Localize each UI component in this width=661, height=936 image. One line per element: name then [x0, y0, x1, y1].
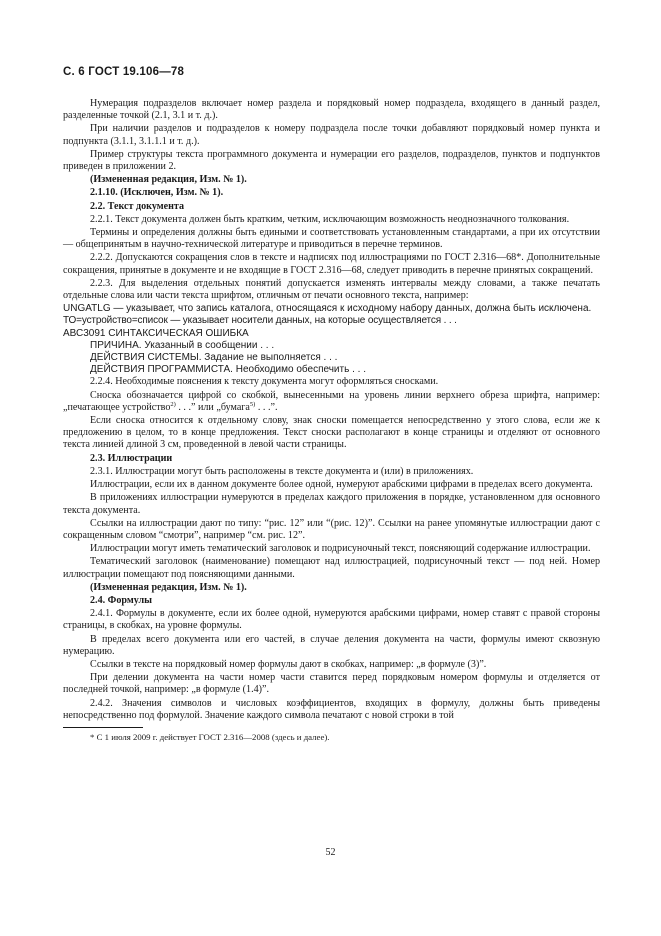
paragraph: Ссылки в тексте на порядковый номер формулы дают в скобках, например: „в формуле (3)”.: [90, 658, 487, 670]
paragraph: 2.2.1. Текст документа должен быть кратким, четким, исключающим возможность неоднозначного толкования.: [90, 213, 570, 225]
paragraph: Термины и определения должны быть едиными и соответствовать установленным стандартами, а при их отсутствии — общепринятым в научно-технической литературе и приводиться в перечне терминов.: [63, 227, 600, 251]
section-heading-illustrations: 2.3. Иллюстрации: [90, 452, 173, 464]
example-line: ДЕЙСТВИЯ ПРОГРАММИСТА. Необходимо обеспечить . . .: [90, 364, 366, 376]
paragraph: Пример структуры текста программного документа и нумерации его разделов, подразделов, пунктов и подпунктов приведен в приложении 2.: [63, 148, 600, 173]
paragraph: Если сноска относится к отдельному слову, знак сноски помещается непосредственно у этого слова, если же к предложению в целом, то в конце предложения. Текст сноски располагают в конце страницы и отделяют от основного текста линией длиной 3 см, проведенной в левой части страницы.: [63, 415, 600, 451]
paragraph: При наличии разделов и подразделов к номеру подраздела после точки добавляют порядковый номер пункта и подпункта (3.1.1, 3.1.1.1 и т. д.).: [63, 123, 600, 147]
page-number: 52: [325, 847, 336, 858]
footnote-text: * С 1 июля 2009 г. действует ГОСТ 2.316—2008 (здесь и далее).: [90, 731, 330, 742]
section-heading-text: 2.2. Текст документа: [90, 200, 185, 212]
example-line: ДЕЙСТВИЯ СИСТЕМЫ. Задание не выполняется . . .: [90, 352, 338, 364]
paragraph: 2.4.2. Значения символов и числовых коэффициентов, входящих в формулу, должны быть приведены непосредственно под формулой. Значение каждого символа печатают с новой строки в той: [63, 697, 600, 721]
paragraph: Нумерация подразделов включает номер раздела и порядковый номер подраздела, входящего в данный раздел, разделенные точкой (2.1, 3.1 и т. д.).: [63, 98, 600, 122]
example-line: ТО=устройство=список — указывает носители данных, на которые осуществляется . . .: [63, 315, 457, 327]
paragraph: 2.2.3. Для выделения отдельных понятий допускается изменять интервалы между словами, а также печатать отдельные слова или части текста шрифтом, отличным от печати основного текста, например:: [63, 277, 600, 302]
paragraph: В пределах всего документа или его частей, в случае деления документа на части, формулы имеют сквозную нумерацию.: [63, 633, 600, 657]
text-run: . . .” или „бумага: [175, 401, 250, 413]
example-line: АВС3091 СИНТАКСИЧЕСКАЯ ОШИБКА: [63, 327, 249, 339]
footnote-divider: [63, 727, 143, 728]
paragraph: 2.2.4. Необходимые пояснения к тексту документа могут оформляться сносками.: [90, 376, 439, 388]
paragraph: Тематический заголовок (наименование) помещают над иллюстрацией, подрисуночный текст — под ней. Номер иллюстрации помещают под поясняющими данными.: [63, 556, 600, 580]
paragraph: 2.4.1. Формулы в документе, если их более одной, нумеруются арабскими цифрами, номер ставят с правой стороны страницы, в скобках, на уровне формулы.: [63, 608, 600, 632]
document-page: [63, 66, 600, 743]
example-line: ПРИЧИНА. Указанный в сообщении . . .: [90, 339, 275, 351]
example-line: UNGATLG — указывает, что запись каталога, относящаяся к исходному набору данных, должна быть исключена.: [63, 303, 592, 315]
paragraph: 2.3.1. Иллюстрации могут быть расположены в тексте документа и (или) в приложениях.: [90, 465, 474, 477]
paragraph: При делении документа на части номер части ставится перед порядковым номером формулы и отделяется от последней точкой, например: „в формуле (1.4)”.: [63, 672, 600, 696]
paragraph: Иллюстрации могут иметь тематический заголовок и подрисуночный текст, поясняющий содержание иллюстрации.: [90, 543, 591, 555]
paragraph: Ссылки на иллюстрации дают по типу: “рис. 12” или “(рис. 12)”. Ссылки на ранее упомянутые иллюстрации дают с сокращенным словом “смотри”, например “см. рис. 12”.: [63, 517, 600, 541]
amendment-note: (Измененная редакция, Изм. № 1).: [90, 174, 247, 186]
clause-excluded: 2.1.10. (Исключен, Изм. № 1).: [90, 187, 224, 199]
text-run: . . .”.: [255, 401, 278, 413]
footnote-mark: 2): [170, 400, 176, 408]
text-run: Сноска обозначается цифрой со скобкой, вынесенными на уровень линии верхнего обреза шрифта, например: „печатающее устройство: [63, 389, 600, 413]
page-header: С. 6 ГОСТ 19.106—78: [63, 66, 185, 78]
paragraph: Иллюстрации, если их в данном документе более одной, нумеруют арабскими цифрами в пределах всего документа.: [90, 479, 593, 491]
footnote-mark: 5): [249, 400, 256, 408]
paragraph: 2.2.2. Допускаются сокращения слов в тексте и надписях под иллюстрациями по ГОСТ 2.316—68*. Дополнительные сокращения, принятые в документе и не входящие в ГОСТ 2.316—68, следует приводить в перечне принятых сокращений.: [63, 252, 600, 276]
paragraph: В приложениях иллюстрации нумеруются в пределах каждого приложения в порядке, установленном для основного текста документа.: [63, 492, 600, 516]
paragraph: [63, 390, 600, 414]
section-heading-formulas: 2.4. Формулы: [90, 594, 153, 606]
amendment-note: (Измененная редакция, Изм. № 1).: [90, 581, 247, 593]
